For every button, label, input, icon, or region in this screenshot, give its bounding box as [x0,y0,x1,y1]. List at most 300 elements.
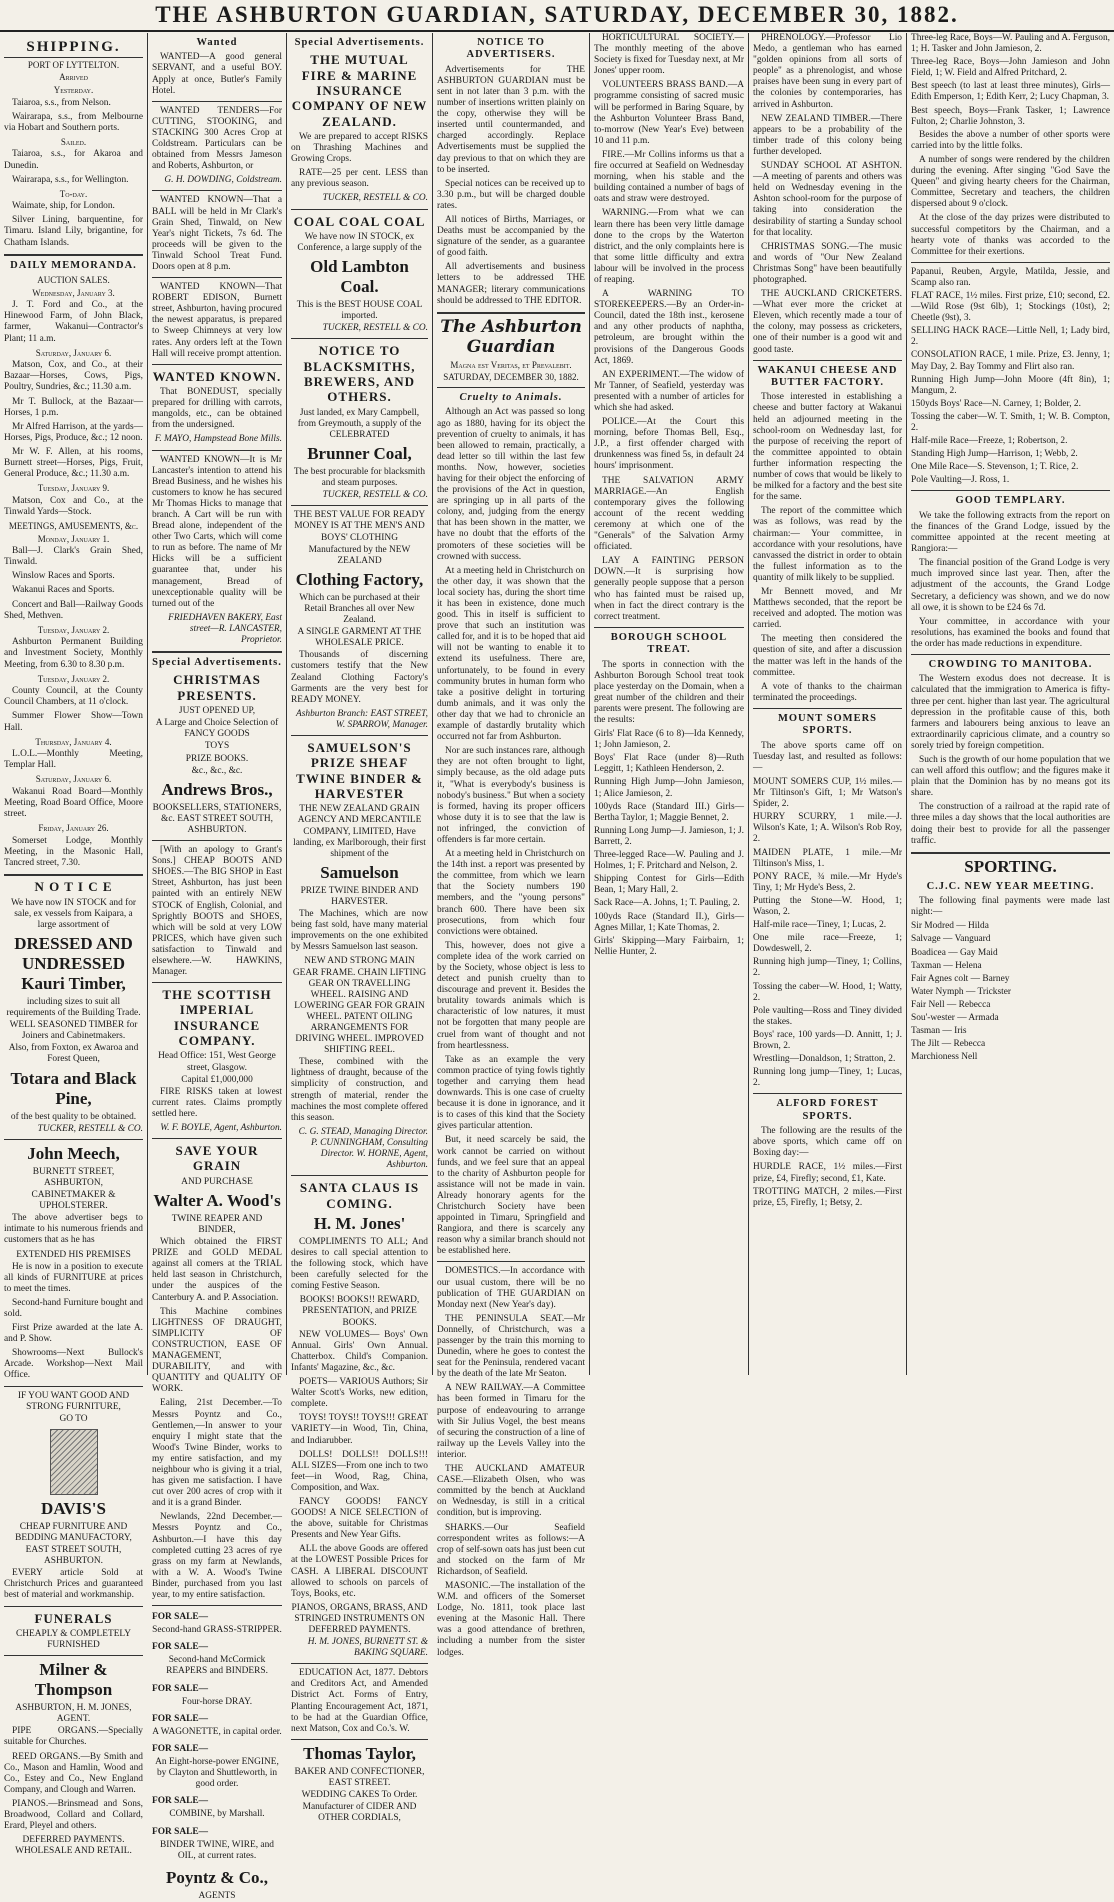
divider [152,982,282,983]
local-news-item: CHRISTMAS SONG.—The music and words of "Our New Zealand Christmas Song" have been beautifully photographed. [753,241,902,285]
alford-forest-heading: ALFORD FOREST SPORTS. [776,1098,879,1122]
result-line: PONY RACE, ¾ mile.—Mr Hyde's Tiny, 1; Mr Hyde's Bess, 2. [753,871,902,893]
ad-text: CHEAP FURNITURE AND BEDDING MANUFACTORY, [15,1521,132,1543]
divider [291,1739,428,1740]
ad-text: ASHBURTON, H. M. JONES, AGENT. [15,1703,132,1725]
ad-text: This is the BEST HOUSE COAL imported. [296,300,423,322]
local-news-item: VOLUNTEERS BRASS BAND.—A programme consisting of sacred music will be performed in Baring Square, by the Ashburton Volunteer Brass Band, to-morrow (New Year's Eve) between 10 and 11 p.m. [594,80,744,146]
meeting-entry: Wakanui Races and Sports. [12,585,115,596]
shipping-entry: Wairarapa, s.s., from Melbourne via Hobart and Southern ports. [4,111,143,133]
port-heading: PORT OF LYTTELTON. [27,59,120,70]
leader-paragraph: At a meeting held in Christchurch on the other day, it was shown that the local society has, during the short time it has been in existence, done much good. This in itself is sufficient to prove that such an institution was called for, and it is to be hoped that aid will not be wanting to enable it to extend its usefulness. There are, unfortunately, to be found in every community brutes in human form who take a positive delight in torturing dumb animals, and it was only the other day that we had to chronicle an example of dastardly brutality which occurred not far from Ashburton. [437,565,585,743]
wanted-ad: WANTED KNOWN—That a BALL will be held in Mr Clark's Grain Shed, Tinwald, on New Year's night Tickets, 7s 6d. The proceeds will be given to the Tinwald School Treat Fund. Doors open at 8 p.m. [152,195,282,272]
divider [4,1139,143,1140]
date-line: To-day. [59,188,88,199]
divider [152,1138,282,1139]
good-templary-heading: GOOD TEMPLARY. [955,495,1066,507]
divider [152,651,282,653]
christmas-heading: CHRISTMAS PRESENTS. [173,672,261,703]
andrews-heading: Andrews Bros., [161,779,273,799]
local-news-item: THE AUCKLAND CRICKETERS.—What ever more the cricket at Eleven, which recently made a tour of the colony, may possess as cricketers, one of their number is a good wit and good taste. [753,289,902,355]
shipping-entry: Taiaroa, s.s., from Nelson. [12,97,111,108]
ad-text: Showrooms—Next Bullock's Arcade. Workshop—Next Mail Office. [4,1348,143,1381]
samuelson-heading: SAMUELSON'S PRIZE SHEAF TWINE BINDER & HARVESTER [296,740,423,802]
result-line: Sack Race—A. Johns, 1; T. Pauling, 2. [594,898,740,909]
leader-heading: Cruelty to Animals. [459,392,563,404]
ad-text: FANCY GOODS! FANCY GOODS! A NICE SELECTION of the above, suitable for Christmas Presents and New Year Gifts. [291,1496,428,1541]
taylor-heading: Thomas Taylor, [303,1743,416,1763]
divider [152,450,282,451]
meeting-entry: Ball—J. Clark's Grain Shed, Tinwald. [4,546,143,568]
paper-title: The Ashburton Guardian [440,316,582,357]
divider [291,505,428,506]
ad-text: CHEAPLY & COMPLETELY FURNISHED [16,1628,131,1650]
ad-text: WEDDING CAKES To Order. [301,1790,418,1801]
local-news-item: WARNING.—From what we can learn there has been very little damage done to the crops by the Waterton district, and the only complaints here is that some little difficulty and extra labour will be involved in the process of reaping. [594,208,744,285]
ad-text: FIRE RISKS taken at lowest current rates. Claims promptly settled here. [152,1086,282,1119]
arrived-heading: Arrived [59,72,88,83]
notice-paragraph: All advertisements and business letters to be addressed THE MANAGER; literary communications should be addressed to THE EDITOR. [437,262,585,306]
meeting-entry: Somerset Lodge, Monthly Meeting, in the Masonic Hall, Tancred street, 7.30. [4,835,143,869]
ad-text: REED ORGANS.—By Smith and Co., Mason and Hamlin, Wood and Co., Estey and Co., New England Company, and Clough and Warren. [4,1751,143,1795]
ad-text: Which can be purchased at their Retail Branches all over New Zealand. [299,592,420,626]
result-line: Boys' race, 100 yards—D. Annitt, 1; J. Brown, 2. [753,1029,902,1051]
advertisers-notice-heading: NOTICE TO ADVERTISERS. [466,37,556,61]
notice-paragraph: All notices of Births, Marriages, or Deaths must be accompanied by the signature of the sender, as a guarantee of good faith. [437,214,585,259]
clothing-factory-heading: Clothing Factory, [295,569,424,589]
divider [594,627,744,628]
auction-heading: AUCTION SALES. [37,275,110,286]
wanted-ad: WANTED KNOWN—It is Mr Lancaster's intention to attend his Bread Business, and he wishes his customers to know he has secured Mr Thomas Hicks to manage that branch. A Cart will be run with Bread alone, independent of the other Two Carts, which will come to run as before. The name of Mr Hicks will be a sufficient guarantee that, under his management, Bread of unexceptionable quality will be turned out of the [152,454,282,609]
local-news-item: A number of songs were rendered by the children during the evening. After singing "God Save the Queen" and giving hearty cheers for the Chairman, Committee, Secretary and teachers, the children dispersed about 9 o'clock. [911,154,1110,210]
result-line: Best speech (to last at least three minutes), Girls—Edith Emperson, 1; Edith Kerr, 2; Lucy Chapman, 3. [911,81,1110,103]
ad-text: NEW AND STRONG MAIN GEAR FRAME. CHAIN LIFTING GEAR ON TRAVELLING WHEEL. RAISING AND LOWERING GEAR FOR GRAIN WHEEL. PATENT OILING ARRANGEMENTS FOR DRIVING WHEEL. IMPROVED SHIFTING REEL. [292,956,427,1056]
result-line: Water Nymph — Trickster [911,986,1012,997]
wakanui-paragraph: The meeting then considered the question of site, and after a discussion the matter was left in the hands of the committee. [753,634,902,678]
ad-text: PIANOS.—Brinsmead and Sons, Broadwood, Collard and Collard, Erard, Pleyel and others. [4,1798,143,1832]
sailed-heading: Sailed. [60,136,87,147]
wanted-ad: WANTED KNOWN—That ROBERT EDISON, Burnett street, Ashburton, having procured the newest apparatus, is prepared to Sweep Chimneys at very low rates. Any orders left at the Town Hall will receive prompt attention. [152,282,282,359]
ad-text: BOOKS! BOOKS!! REWARD, PRESENTATION, and PRIZE BOOKS. [299,1295,420,1328]
local-news-item: Besides the above a number of other sports were carried into by the little folks. [911,129,1110,151]
wanted-ad: WANTED TENDERS—For CUTTING, STOOKING, and STACKING 300 Acres Crop at Coldstream. Particulars can be obtained from Messrs Jameson and Roberts, Ashburton, or [152,105,282,172]
sale-item: Second-hand GRASS-STRIPPER. [152,1625,282,1636]
result-line: Running Long Jump—J. Jamieson, 1; J. Barrett, 2. [594,825,745,847]
local-news-item: AN EXPERIMENT.—The widow of Mr Tanner, of Seafield, yesterday was presented with a number of articles for which she had asked. [594,369,744,413]
wanted-heading: Wanted [196,37,238,48]
sports-paragraph: The following are the results of the above sports, which came off on Boxing day:— [753,1126,902,1159]
wanted-known-heading: WANTED KNOWN. [152,368,282,384]
ad-text: DOLLS! DOLLS!! DOLLS!!! ALL SIZES—From one inch to two feet—in Wood, Rag, China, Composition, and Wax. [291,1449,428,1493]
divider [152,277,282,278]
divider [152,101,282,102]
ad-text: The above advertiser begs to intimate to his numerous friends and customers that as he has [4,1213,143,1246]
column-templary-sporting [907,33,1114,1375]
ad-text: TWINE REAPER AND BINDER, [171,1213,263,1236]
meetings-heading: MEETINGS, AMUSEMENTS, &c. [8,520,139,531]
ad-text: PIANOS, ORGANS, BRASS, AND STRINGED INSTRUMENTS ON DEFERRED PAYMENTS. [291,1602,428,1635]
divider [291,338,428,339]
meeting-entry: Wakanui Road Board—Monthly Meeting, Road Board Office, Moore street. [4,787,143,820]
date-line: Yesterday. [53,84,94,95]
result-line: Fair Nell — Rebecca [911,999,991,1010]
result-line: Salvage — Vanguard [911,934,991,945]
ad-text: ALL the above Goods are offered at the LOWEST Possible Prices for CASH. A LIBERAL DISCOUNT allowed to schools on parcels of Toys, Books, etc. [291,1544,428,1599]
result-line: SELLING HACK RACE—Little Nell, 1; Lady bird, 2. [911,326,1110,348]
samuelson-name: Samuelson [320,862,399,882]
ad-text: Just landed, ex Mary Campbell, from Greymouth, a supply of the CELEBRATED [297,407,422,440]
divider [291,1663,428,1664]
ad-signature: TUCKER, RESTELL & CO. [37,1123,143,1134]
ad-text: THE NEW ZEALAND GRAIN AGENCY AND MERCANTILE COMPANY, LIMITED, Have landing, ex Marlborough, their first shipment of the [293,804,426,859]
date-line: Friday, January 26. [38,823,109,834]
ad-signature: F. MAYO, Hampstead Bone Mills. [154,434,282,445]
templary-paragraph: The financial position of the Grand Lodge is very much improved since last year. Then, after the adjustment of the accounts, the Grand Lodge Secretary, a deficiency was shown, and we do now all owe, it is shown to be £24 6s 7d. [911,558,1110,613]
divider [753,360,902,361]
result-line: HURDLE RACE, 1½ miles.—First prize, £4, Firefly; second, £1, Kate. [753,1162,902,1184]
ad-text: Head Office: 151, West George street, Glasgow. [158,1051,276,1073]
coal-heading: COAL COAL COAL [293,213,426,229]
leader-paragraph: But, it need scarcely be said, the work cannot be carried on without funds, and we feel sure that an appeal to the charity of Ashburton people for assistance will not be made in vain. Already honorary agents for the Christchurch Society have been appointed in Timaru, Springfield and Rangiora, and there is scarcely any reason why a similar branch should not be established here. [437,1135,585,1257]
ad-text: JUST OPENED UP, [178,706,256,717]
davis-heading: DAVIS'S [41,1498,106,1518]
ad-text: He is now in a position to execute all kinds of FURNITURE at prices to meet the times. [4,1261,143,1294]
ad-text: PIPE ORGANS.—Specially suitable for Churches. [4,1726,143,1748]
shipping-entry: Taiaroa, s.s., for Akaroa and Dunedin. [4,149,143,171]
scottish-heading: THE SCOTTISH IMPERIAL INSURANCE COMPANY. [162,987,272,1049]
sale-item: Four-horse DRAY. [181,1696,253,1707]
ad-text: CABINETMAKER & UPHOLSTERER. [31,1190,116,1212]
ad-text: TOYS! TOYS!! TOYS!!! GREAT VARIETY—in Wood, Tin, China, and Indiarubber. [291,1413,428,1446]
ad-text: EVERY article Sold at Christchurch Prices and guaranteed best of material and workmanship. [4,1568,143,1601]
result-line: One Mile Race—S. Stevenson, 1; T. Rice, 2. [911,462,1079,473]
divider [437,387,585,388]
wakanui-paragraph: The report of the committee which was as follows, was read by the chairman:— Your committee, in accordance with your resolutions, have canvassed the district in order to obtain the fullest information as to the quantity of milk likely to be supplied. [753,506,902,583]
ad-signature: C. G. STEAD, Managing Director. P. CUNNINGHAM, Consulting Director. W. HORNE, Agent, Ashburton. [298,1126,428,1171]
result-line: Best speech, Boys—Frank Tasker, 1; Lawrence Fulton, 2; Charlie Johnston, 3. [911,105,1110,127]
sports-paragraph: The above sports came off on Tuesday last, and resulted as follows:— [753,740,902,773]
jones-heading: H. M. Jones' [313,1213,406,1233]
wanted-ad: WANTED—A good general SERVANT, and a useful BOY. Apply at once, Butler's Family Hotel. [152,52,282,96]
auction-entry: J. T. Ford and Co., at the Hinewood Farm, of John Black, farmer, Wakanui—Contractor's Plant; 11 a.m. [4,300,143,344]
notice-paragraph: Special notices can be received up to 3.30 p.m., but will be charged double rates. [437,178,585,211]
local-news-item: THE SALVATION ARMY MARRIAGE.—An English contemporary gives the following account of the recent wedding ceremony at which one of the "Generals" of the Salvation Army officiated. [594,475,744,553]
ad-text: Second-hand Furniture bought and sold. [4,1297,143,1319]
result-line: Sou'-wester — Armada [911,1013,999,1024]
result-line: Running high jump—Tiney, 1; Collins, 2. [753,957,902,979]
ad-text: First Prize awarded at the late A. and P. Show. [4,1323,143,1345]
meeting-entry: Ashburton Permanent Building and Investment Society, Monthly Meeting, from 6.30 to 8.30 p.m. [4,637,143,670]
local-news-item: NEW ZEALAND TIMBER.—There appears to be a probability of the timber trade of this colony being further developed. [753,113,902,157]
ad-text: We are prepared to accept RISKS on Thrashing Machines and Growing Crops. [291,132,428,165]
auction-entry: Matson, Cox and Co., at the Tinwald Yards—Stock. [4,495,143,517]
result-line: TROTTING MATCH, 2 miles.—First prize, £5, Firefly, 1; Betsy, 2. [753,1186,902,1208]
for-sale-heading: FOR SALE— [152,1642,208,1653]
result-line: Boys' Flat Race (under 8)—Ruth Leggitt, 1; Kathleen Henderson, 2. [594,753,744,775]
auction-entry: Mr W. F. Allen, at his rooms, Burnett street—Horses, Pigs, Fruit, General Produce, &c.; 11.30 a.m. [4,446,143,480]
ad-text: of the best quality to be obtained. [10,1111,137,1122]
masthead-title: THE ASHBURTON GUARDIAN, SATURDAY, DECEMBER 30, 1882. [155,2,959,27]
notice-paragraph: Advertisements for THE ASHBURTON GUARDIAN must be sent in not later than 3 p.m. with the number of insertions written plainly on the copy, otherwise they will be inserted until countermanded, and charged accordingly. Replace Advertisements must be supplied the day previous to that on which they are to be inserted. [437,64,585,175]
local-news-item: A NEW RAILWAY.—A Committee has been formed in Timaru for the purpose of endeavouring to arrange with Sir Julius Vogel, the best means of securing the construction of a line of railway up the Levels Valley into the interior. [437,1383,585,1460]
ad-signature: H. M. JONES, BURNETT ST. & BAKING SQUARE. [307,1637,428,1659]
ad-text: POETS— VARIOUS Authors; Sir Walter Scott's Works, new edition, complete. [291,1377,428,1410]
divider [291,1175,428,1176]
ad-text: NEW VOLUMES— Boys' Own Annual. Girls' Own Annual. Chatterbox. Child's Companion. Infants' Magazine, &c., &c. [291,1329,428,1373]
result-line: Sir Modred — Hilda [911,921,989,932]
shipping-entry: Silver Lining, barquentine, for Timaru. Island Lily, brigantine, for Chatham Islands. [4,215,143,248]
result-line: 100yds Race (Standard III.) Girls—Bertha Taylor, 1; Maggie Bennet, 2. [594,801,744,823]
masthead [0,0,1114,32]
date-line: Saturday, January 6. [35,774,112,785]
wood-heading: SAVE YOUR GRAIN [175,1143,259,1174]
result-line: One mile race—Freeze, 1; Dowdeswell, 2. [753,933,902,955]
result-line: Boadicea — Gay Maid [911,947,998,958]
result-line: Pole vaulting—Ross and Tiney divided the stakes. [753,1005,902,1027]
ad-text: RATE—25 per cent. LESS than any previous season. [291,168,428,190]
ad-text: DEFERRED PAYMENTS. WHOLESALE AND RETAIL. [15,1835,132,1857]
result-line: Running High Jump—John Jamieson, 1; Alice Jamieson, 2. [594,777,744,799]
ad-signature: TUCKER, RESTELL & CO. [322,323,428,334]
result-line: The Jilt — Rebecca [911,1039,986,1050]
ad-text: Capital £1,000,000 [181,1074,253,1085]
divider [152,840,282,841]
column-local-news [590,33,748,1375]
leader-paragraph: Nor are such instances rare, although they are not often brought to light, simply because, as the old adage puts it, "What is everybody's business is nobody's business." But when a society is formed, having its proper officers whose duty it is to see that the law is not infringed, the conviction of offenders is far more certain. [437,746,585,845]
local-news-item: THE PENINSULA SEAT.—Mr Donnelly, of Christchurch, was a passenger by the train this morning to Dunedin, where he goes to contest the seat for the Peninsula, rendered vacant by the death of the late Mr Seaton. [437,1313,585,1380]
divider [4,254,143,256]
meeting-entry: L.O.L.—Monthly Meeting, Templar Hall. [4,749,143,771]
local-news-item: HORTICULTURAL SOCIETY.—The monthly meeting of the above Society is fixed for Tuesday next, at Mr Jones' upper room. [594,33,744,77]
meech-heading: John Meech, [27,1143,120,1163]
sale-item: An Eight-horse-power ENGINE, by Clayton and Shuttleworth, in good order. [155,1757,279,1790]
ad-text: The Machines, which are now being fast sold, have many material improvements on the one exhibited by Messrs Samuelson last season. [291,909,428,953]
local-news-item: FIRE.—Mr Collins informs us that a fire occurred at Seafield on Wednesday morning, when his stable and the building contained a number of bags of oats and straw were destroyed. [594,149,744,205]
ad-text: BURNETT STREET, ASHBURTON, [32,1166,115,1188]
ad-text: BOOKSELLERS, STATIONERS, &c. EAST STREET SOUTH, ASHBURTON. [152,802,282,835]
ad-text: We have now IN STOCK and for sale, ex vessels from Kaipara, a large assortment of [10,897,137,930]
result-line: MOUNT SOMERS CUP, 1½ miles.—Mr Tiltinson's Gift, 1; Mr Watson's Spider, 2. [753,776,902,810]
leader-paragraph: Take as an example the very common practice of tying fowls tightly together and carrying them head downwards. This is one case of cruelty because it is done in ignorance, and it is to cases of this kind that the Society gives particular attention. [437,1054,585,1132]
ad-text: Manufacturer of CIDER AND OTHER CORDIALS, [302,1802,417,1824]
blacksmiths-heading: NOTICE TO BLACKSMITHS, BREWERS, AND OTHERS. [303,343,416,405]
result-line: Tasman — Iris [911,1026,967,1037]
sale-item: COMBINE, by Marshall. [169,1809,265,1820]
special-heading: Special Advertisements. [294,37,425,48]
divider [291,209,428,210]
date-line: Tuesday, January 2. [37,673,110,684]
lambton-coal-heading: Old Lambton Coal. [310,257,409,297]
divider [4,1655,143,1656]
sale-item: A WAGONETTE, in capital order. [152,1726,282,1737]
divider [437,1261,585,1262]
ad-text: A Large and Choice Selection of FANCY GOODS [155,718,279,740]
auction-entry: Mr T. Bullock, at the Bazaar—Horses, 1 p.m. [4,396,143,418]
brunner-coal-heading: Brunner Coal, [307,444,412,464]
result-line: CONSOLATION RACE, 1 mile. Prize, £3. Jenny, 1; May Day, 2. Bay Tommy and Flirt also ran. [911,350,1110,372]
funerals-heading: FUNERALS [34,1610,113,1626]
result-line: Three-leg Race, Boys—John Jamieson and John Field, 1; W. Field and Alfred Pritchard, 2. [911,57,1110,79]
local-news-item: MASONIC.—The installation of the W.M. and officers of the Somerset Lodge, No. 1811, took place last evening at the Masonic Hall. There was a good attendance of brethren, including a number from the sister lodges. [437,1580,585,1658]
divider [911,262,1110,263]
ad-text: Manufactured by the NEW ZEALAND [308,544,411,566]
meeting-entry: Winslow Races and Sports. [12,571,115,582]
ad-text: PRIZE BOOKS. [185,753,249,764]
local-news-item: A WARNING TO STOREKEEPERS.—By an Order-in-Council, dated the 18th inst., kerosene and any other products of naphtha, petroleum, are brought within the provisions of the Dangerous Goods Act, 1869. [594,289,744,366]
ad-text: WELL SEASONED TIMBER for Joiners and Cabinetmakers. [9,1020,138,1042]
divider [291,735,428,736]
result-line: Papanui, Reuben, Argyle, Matilda, Jessie, and Scamp also ran. [911,266,1110,288]
meeting-entry: Summer Flower Show—Town Hall. [4,711,143,733]
leader-paragraph: Although an Act was passed so long ago as 1880, having for its object the prevention of cruelty to animals, it has been allowed to remain, practically, a dead letter so till within the last few months. Now, however, societies having for their object the enforcing of the provisions of the Act in question, are springing up in all parts of the colony, and, judging from the energy that has been shown in the matter, we have no doubt that the efforts of the promoters of these societies will be crowned with success. [437,407,585,562]
result-line: 150yds Boys' Race—N. Carney, 1; Bolder, 2. [911,398,1081,409]
ad-signature: Ashburton Branch: EAST STREET, W. SPARROW, Manager. [296,708,428,730]
for-sale-heading: FOR SALE— [152,1796,208,1807]
ad-text: COMPLIMENTS TO ALL; And desires to call special attention to the following stock, which have been carefully selected for the coming Festive Season. [291,1236,428,1292]
column-news-sports [749,33,906,1375]
result-line: Half-mile race—Tiney, 1; Lucas, 2. [753,920,887,931]
divider [152,190,282,191]
ad-text: Ealing, 21st December.—To Messrs Poyntz and Co., Gentlemen,—In answer to your enquiry I might state that the Wood's Twine Binder, works to my entire satisfaction, and my neighbour who is giving it a trial, has given me satisfaction. I have cut over 200 acres of crop with it and it is a grand Binder. [152,1398,282,1509]
sporting-paragraph: The following final payments were made last night:— [911,896,1110,918]
leader-paragraph: At a meeting held in Christchurch on the 14th inst. a report was presented by the committee, from which we learn that the Society numbers 190 members, and the "young persons" branch 600. There have been six prosecutions, from which four convictions were obtained. [437,849,585,937]
school-treat-heading: BOROUGH SCHOOL TREAT. [610,631,728,656]
ad-text: including sizes to suit all requirements of the Building Trade. [6,996,141,1019]
ad-text: Also, from Foxton, ex Awaroa and Forest Queen, [8,1043,139,1065]
paper-date: SATURDAY, DECEMBER 30, 1882. [443,372,579,383]
wakanui-paragraph: Those interested in establishing a cheese and butter factory at Wakanui held an adjourned meeting in the school-room on Wednesday last, for the purpose of receiving the report of the committee appointed to obtain further information respecting the number of cows that would be likely to be milked for a factory and the best site for the same. [753,392,902,503]
wakanui-paragraph: A vote of thanks to the chairman terminated the proceedings. [753,681,902,703]
special-heading: Special Advertisements. [152,657,282,669]
local-news-item: At the close of the day prizes were distributed to successful competitors by the Chairman, and a hearty vote of thanks was accorded to the Committee for their exertions. [911,213,1110,257]
ad-signature: FRIEDHAVEN BAKERY, East street—R. LANCASTER, Proprietor. [168,612,282,646]
result-line: Fair Agnes colt — Barney [911,973,1010,984]
kauri-heading: DRESSED AND UNDRESSED Kauri Timber, [14,933,133,993]
marine-heading: THE MUTUAL FIRE & MARINE INSURANCE COMPANY OF NEW ZEALAND. [291,52,428,129]
milner-heading: Milner & Thompson [34,1660,113,1700]
ad-text: TOYS [204,741,230,752]
column-wanted [148,33,286,1901]
ad-text: Which obtained the FIRST PRIZE and GOLD MEDAL against all comers at the TRIAL held last season in Christchurch, under the auspices of the Canterbury A. and P. Association. [152,1237,282,1303]
ad-text: [With an apology to Grant's Sons.] CHEAP BOOTS AND SHOES.—The BIG SHOP in East Street, Ashburton, has just been painted with an entirely NEW STOCK of English, Colonial, and Sprightly BOOTS and SHOES, which will be sold at very LOW PRICES, which have given such satisfaction to Tinwald and elsewhere.—W. HAWKINS, Manager. [152,845,282,978]
divider [4,874,143,876]
date-line: Wednesday, January 3. [32,287,115,298]
wakanui-paragraph: Mr Bennett moved, and Mr Matthews seconded, that the report be received and adopted. The motion was carried. [753,586,902,631]
ad-signature: W. F. BOYLE, Agent, Ashburton. [160,1123,282,1134]
divider [152,1605,282,1606]
local-news-item: SHARKS.—Our Seafield correspondent writes as follows:—A crop of self-sown oats has just been cut and stocked on the farm of Mr Richardson, of Seafield. [437,1522,585,1577]
totara-heading: Totara and Black Pine, [10,1068,137,1108]
shipping-heading: SHIPPING. [4,39,143,58]
auction-entry: Matson, Cox, and Co., at their Bazaar—Horses, Cows, Pigs, Poultry, Sundries, &c.; 11.30 a.m. [4,360,143,393]
templary-paragraph: We take the following extracts from the report on the finances of the Grand Lodge, issued by the committee appointed at the recent meeting at Rangiora:— [911,510,1110,555]
result-line: Running High Jump—John Moore (4ft 8in), 1; Mangum, 2. [911,374,1110,396]
school-treat-paragraph: The sports in connection with the Ashburton Borough School treat took place yesterday on the Domain, when a great number of the children and their parents were present. The following are the results: [594,659,744,725]
result-line: Shipping Contest for Girls—Edith Bean, 1; Mary Hall, 2. [594,874,744,896]
divider [437,312,585,314]
templary-paragraph: Your committee, in accordance with your resolutions, has examined the books and found that the order has made reductions in expenditure. [911,616,1110,649]
divider [753,708,902,709]
divider [911,490,1110,491]
local-news-item: THE AUCKLAND AMATEUR CASE.—Elizabeth Olsen, who was committed by the bench at Auckland on Wednesday, is still in a critical condition, but is improving. [437,1464,585,1519]
columns [0,33,1114,1901]
manitoba-paragraph: The Western exodus does not decrease. It is calculated that the immigration to America is fifty-three per cent. higher than last year. The agricultural depression in the profitable cause of this, both farmers and labourers being anxious to leave an extraordinarily capricious climate, and a country so sorely tried by foreign competition. [911,674,1110,751]
divider [4,1386,143,1387]
poyntz-heading: Poyntz & Co., [166,1867,268,1887]
ad-text: PRIZE TWINE BINDER AND HARVESTER. [300,885,419,907]
for-sale-heading: FOR SALE— [152,1743,208,1754]
leader-paragraph: This, however, does not give a complete idea of the work carried on by the Society, whose object is less to detect and punish cruelty than to discourage and prevent it. Besides the brutality towards animals which is characteristic of low natures, it must not be forgotten that many people are cruel from want of thought and not from heartlessness. [437,940,585,1051]
date-line: Thursday, January 4. [35,736,112,747]
ad-text: EDUCATION Act, 1877. Debtors and Creditors Act, and Amended District Act. Forms of Entry, Planting Encouragement Act, 1871, to be had at the Guardian Office, next Matson, Cox and Co.'s. W. [291,1668,428,1734]
for-sale-heading: FOR SALE— [152,1713,208,1724]
paper-motto: Magna est Veritas, et Prevalebit. [450,359,572,370]
ad-text: BAKER AND CONFECTIONER, EAST STREET. [294,1766,425,1788]
local-news-item: SUNDAY SCHOOL AT ASHTON.—A meeting of parents and others was held on Wednesday evening in the Ashton school-room for the purpose of taking into consideration the desirability of starting a Sunday school for that locality. [753,161,902,238]
ad-signature: TUCKER, RESTELL & CO. [322,490,428,501]
ad-text: The best procurable for blacksmith and steam purposes. [293,467,426,489]
local-news-item: DOMESTICS.—In accordance with our usual custom, there will be no publication of THE GUARDIAN on Monday next (New Year's day). [437,1266,585,1310]
meeting-entry: Concert and Ball—Railway Goods Shed, Methven. [4,599,143,621]
memoranda-heading: DAILY MEMORANDA. [10,259,137,271]
local-news-item: PHRENOLOGY.—Professor Lio Medo, a gentleman who has earned "golden opinions from all sorts of people" as a phrenologist, and whose praises have been sung in every part of the colonies by contemporaries, has arrived in Ashburton. [753,33,902,110]
result-line: MAIDEN PLATE, 1 mile.—Mr Tiltinson's Miss, 1. [753,847,902,869]
ad-text: Thousands of discerning customers testify that the New Zealand Clothing Factory's Garments are the very best for READY MONEY. [291,650,428,705]
result-line: Tossing the caber—W. Hood, 1; Watty, 2. [753,981,902,1003]
divider [4,1606,143,1607]
shipping-entry: Wairarapa, s.s., for Wellington. [12,174,129,185]
for-sale-heading: FOR SALE— [152,1612,208,1623]
ad-signature: G. H. DOWDING, Coldstream. [164,175,282,186]
column-shipping [0,33,147,1857]
ad-text: GO TO [59,1413,88,1424]
ad-text: EAST STREET SOUTH, ASHBURTON. [25,1545,122,1567]
ad-text: EXTENDED HIS PREMISES [16,1249,131,1260]
ad-text: &c., &c., &c. [191,765,243,776]
result-line: Girls' Skipping—Mary Fairbairn, 1; Nellie Hunter, 2. [594,935,744,957]
date-line: Saturday, January 6. [35,347,112,358]
wakanui-factory-heading: WAKANUI CHEESE AND BUTTER FACTORY. [757,364,898,388]
ad-text: IF YOU WANT GOOD AND STRONG FURNITURE, [17,1390,130,1412]
date-line: Monday, January 1. [37,533,110,544]
manitoba-heading: CROWDING TO MANITOBA. [928,658,1093,670]
ad-text: A SINGLE GARMENT AT THE WHOLESALE PRICE. [297,627,422,649]
column-leader [433,33,589,1658]
ad-text: AND PURCHASE [181,1176,253,1187]
cjc-meeting-heading: C.J.C. NEW YEAR MEETING. [926,880,1095,892]
chair-engraving [50,1429,98,1495]
ad-text: This Machine combines LIGHTNESS OF DRAUGHT, SIMPLICITY OF CONSTRUCTION, EASE OF MANAGEMENT, DURABILITY, and with QUANTITY and QUALITY OF WORK. [152,1306,282,1395]
result-line: Three-legged Race—W. Pauling and J. Holmes, 1; F. Pritchard and Nelson, 2. [594,850,744,872]
shipping-entry: Waimate, ship, for London. [12,201,115,212]
ad-text: These, combined with the lightness of draught, because of the simplicity of construction, and strength of material, render the machines the most complete offered this season. [291,1057,428,1123]
result-line: 100yds Race (Standard II.), Girls—Agnes Millar, 1; Kate Thomas, 2. [594,911,744,933]
result-line: Girls' Flat Race (6 to 8)—Ida Kennedy, 1; John Jamieson, 2. [594,729,744,751]
notice-heading: N O T I C E [34,879,113,895]
divider [152,364,282,365]
ad-text: We have now IN STOCK, ex Conference, a large supply of the [297,231,422,253]
sporting-heading: SPORTING. [964,856,1057,876]
result-line: Running long jump—Tiney, 1; Lucas, 2. [753,1067,902,1089]
sale-item: BINDER TWINE, WIRE, and OIL, at current rates. [160,1839,274,1861]
santa-heading: SANTA CLAUS IS COMING. [299,1180,420,1211]
column-special-ads [287,33,432,1824]
meeting-entry: County Council, at the County Council Chambers, at 11 o'clock. [4,686,143,708]
result-line: Pole Vaulting—J. Ross, 1. [911,475,1010,486]
for-sale-heading: FOR SALE— [152,1683,208,1694]
ad-text: THE BEST VALUE FOR READY MONEY IS AT THE MEN'S AND BOYS' CLOTHING [293,510,426,543]
mount-somers-heading: MOUNT SOMERS SPORTS. [777,712,878,737]
